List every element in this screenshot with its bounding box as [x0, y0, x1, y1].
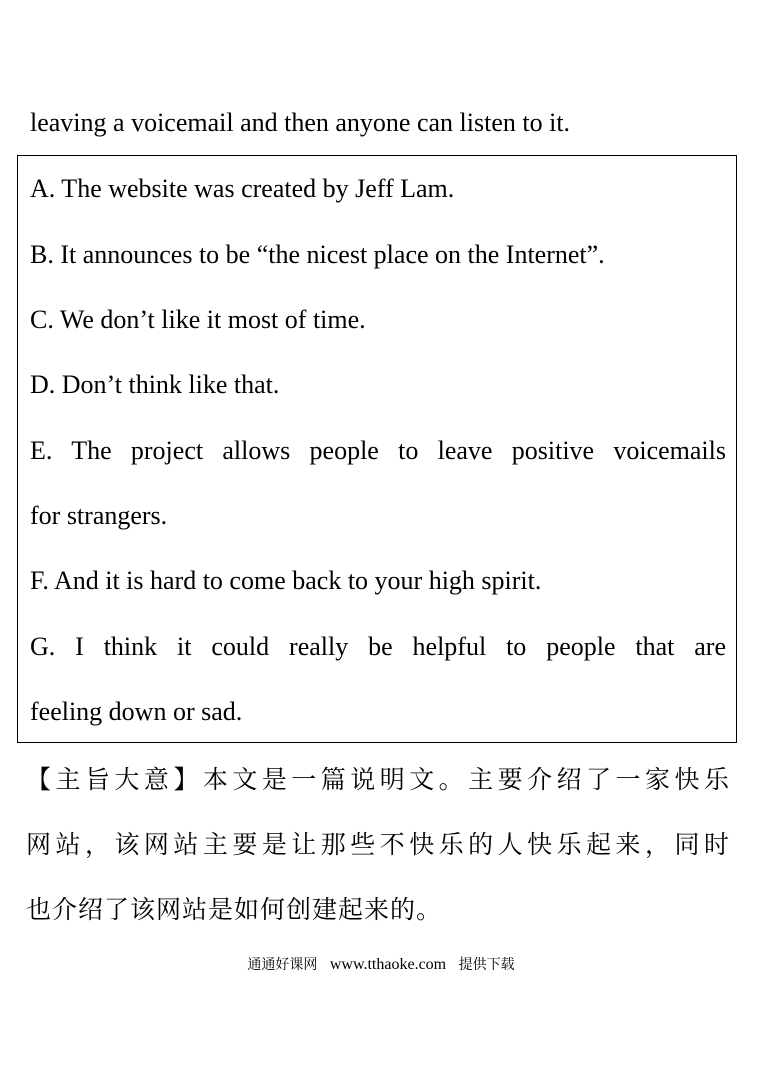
footer-site-name: 通通好课网 — [247, 957, 318, 973]
summary-line2: 网站，该网站主要是让那些不快乐的人快乐起来，同时 — [26, 830, 730, 859]
summary-line1: 【主旨大意】本文是一篇说明文。主要介绍了一家快乐 — [26, 765, 730, 794]
footer-url[interactable]: www.tthaoke.com — [329, 956, 447, 973]
passage-last-line: leaving a voicemail and then anyone can listen to it. — [30, 108, 571, 137]
option-d: D. Don’t think like that. — [30, 370, 280, 399]
option-e-line2: for strangers. — [30, 501, 168, 530]
options-box — [17, 155, 737, 743]
option-e-line1: E. The project allows people to leave positive voicemails — [30, 436, 726, 465]
footer-download-text: 提供下载 — [458, 957, 515, 973]
option-f: F. And it is hard to come back to your high spirit. — [30, 566, 542, 595]
option-c: C. We don’t like it most of time. — [30, 305, 366, 334]
footer — [0, 955, 762, 975]
option-g-line2: feeling down or sad. — [30, 697, 243, 726]
summary-line3: 也介绍了该网站是如何创建起来的。 — [26, 895, 443, 924]
option-a: A. The website was created by Jeff Lam. — [30, 174, 455, 203]
option-b: B. It announces to be “the nicest place on the Internet”. — [30, 240, 605, 269]
option-g-line1: G. I think it could really be helpful to people that are — [30, 632, 726, 661]
